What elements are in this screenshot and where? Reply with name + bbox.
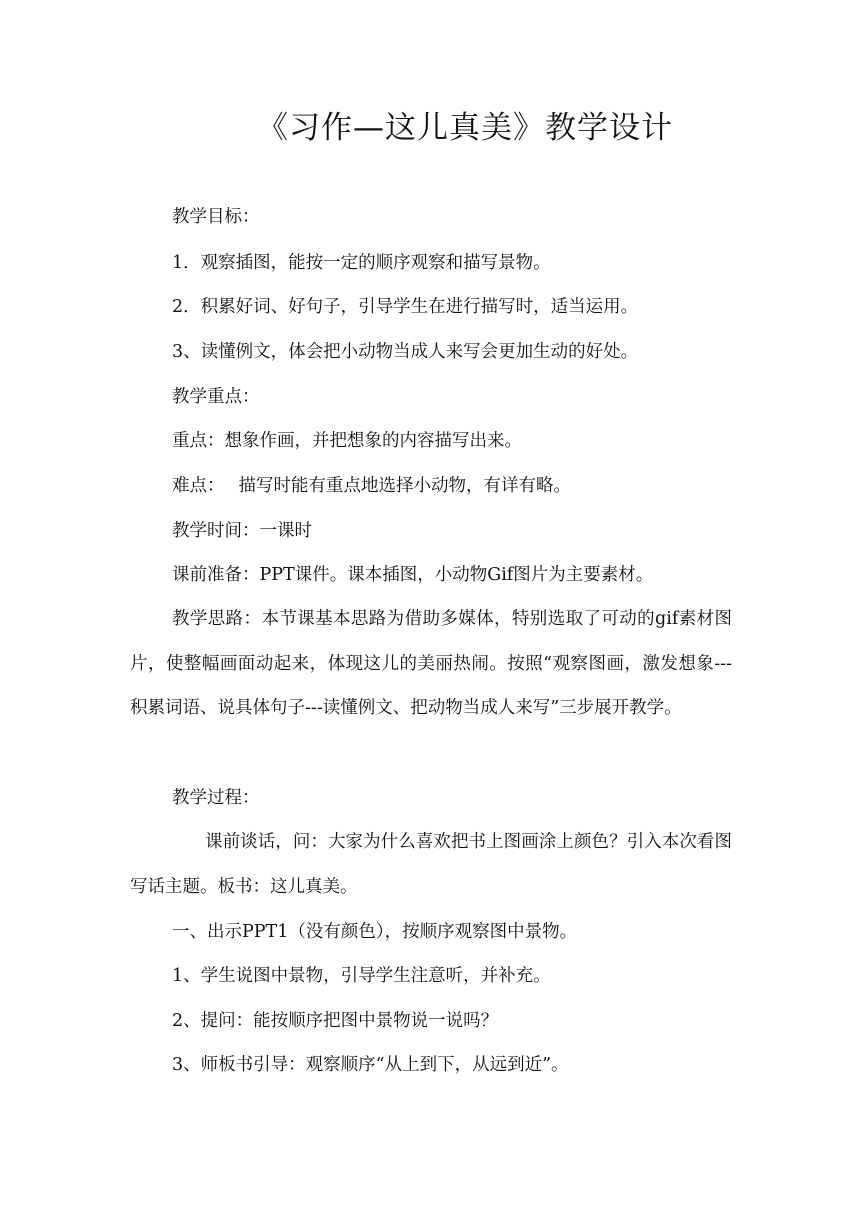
process-heading: 教学过程：	[172, 788, 260, 808]
goal-3: 3、读懂例文，体会把小动物当成人来写会更加生动的好处。	[172, 342, 639, 362]
step-1-3: 3、师板书引导：观察顺序“从上到下，从远到近”。	[172, 1055, 569, 1075]
difficulty-label: 难点：	[172, 476, 225, 496]
focus-heading: 教学重点：	[172, 387, 260, 407]
step-1: 一、出示PPT1（没有颜色），按顺序观察图中景物。	[172, 922, 578, 942]
step-1-1: 1、学生说图中景物，引导学生注意听，并补充。	[172, 966, 551, 986]
goals-heading: 教学目标：	[172, 207, 260, 227]
goal-1: 1．观察插图，能按一定的顺序观察和描写景物。	[172, 253, 551, 273]
goal-2: 2．积累好词、好句子，引导学生在进行描写时，适当运用。	[172, 297, 639, 317]
difficulty-text: 描写时能有重点地选择小动物，有详有略。	[238, 476, 571, 496]
teaching-approach: 教学思路：本节课基本思路为借助多媒体，特别选取了可动的gif素材图片，使整幅画面动起来，体现这儿的美丽热闹。按照“观察图画，激发想象---积累词语、说具体句子---读懂例文、把动物当成人来写”三步展开教学。	[130, 609, 732, 718]
teaching-time: 教学时间：一课时	[172, 521, 312, 541]
key-point: 重点：想象作画，并把想象的内容描写出来。	[172, 431, 522, 451]
document-title: 《习作—这儿真美》教学设计	[257, 110, 673, 146]
step-1-2: 2、提问：能按顺序把图中景物说一说吗？	[172, 1011, 499, 1031]
preparation: 课前准备：PPT课件。课本插图，小动物Gif图片为主要素材。	[172, 565, 654, 585]
intro-paragraph: 课前谈话，问：大家为什么喜欢把书上图画涂上颜色？引入本次看图写话主题。板书：这儿真美。	[130, 832, 732, 897]
difficulty	[172, 474, 571, 498]
